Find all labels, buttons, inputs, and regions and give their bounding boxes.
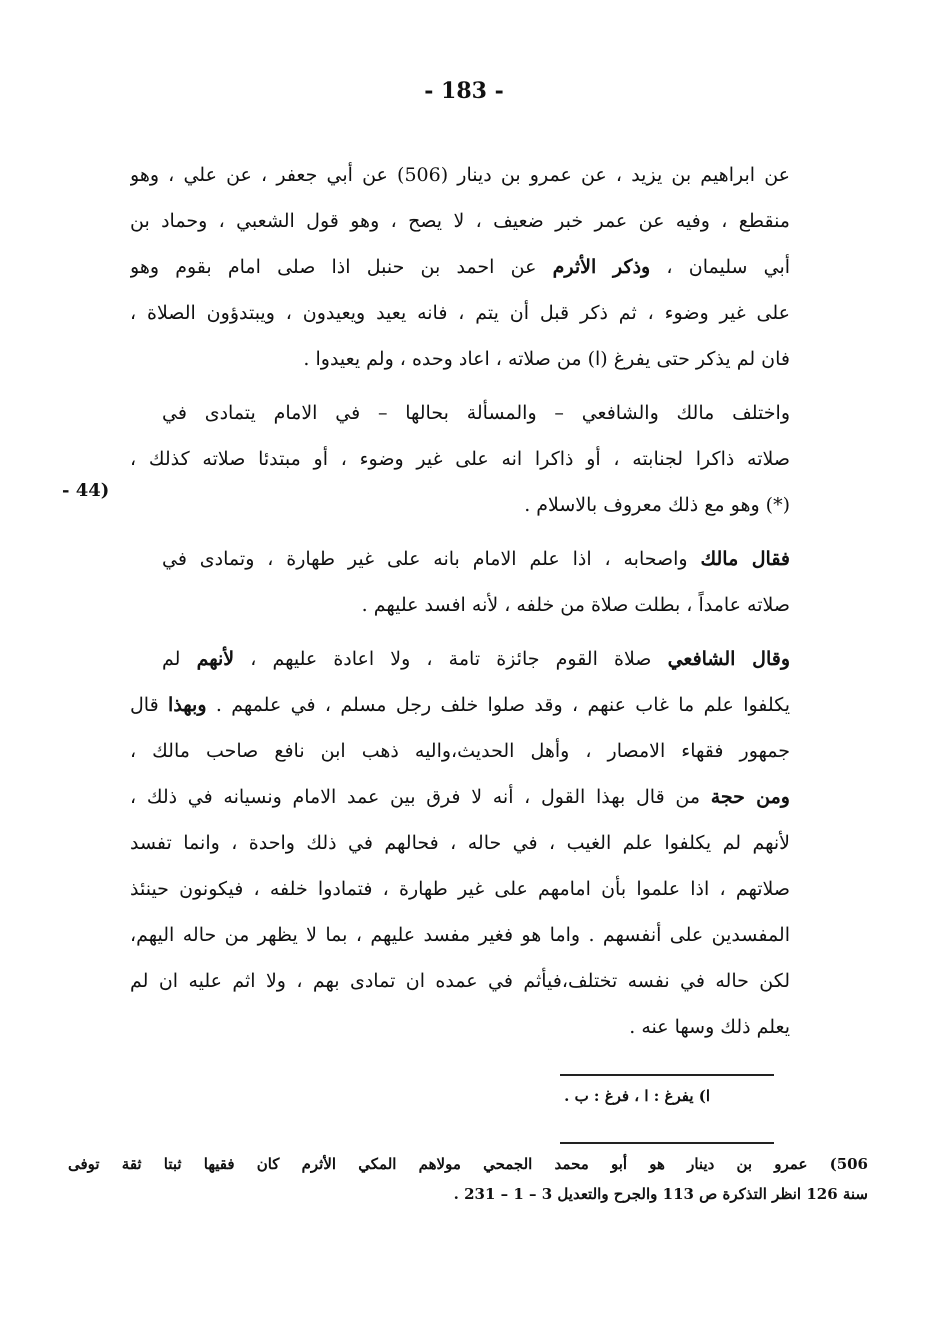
text-line — [162, 644, 790, 674]
footnote-rule — [560, 1074, 774, 1076]
text-line: على غير وضوء ، ثم ذكر قبل أن يتم ، فانه يعيد ويعيدون ، ويبتدؤون الصلاة ، — [130, 302, 790, 324]
text-segment: يكلفوا علم ما غاب عنهم ، وقد صلوا خلف رجل مسلم ، في علمهم . — [215, 694, 790, 716]
text-line — [130, 690, 790, 720]
footnote: سنة 126 انظر التذكرة ص 113 والجرح والتعديل 3 – 1 – 231 . — [453, 1185, 868, 1203]
text-segment: واصحابه ، اذا علم الامام بانه على غير طهارة ، وتمادى في — [162, 548, 688, 570]
bold-phrase: لأنهم — [196, 648, 235, 670]
bold-phrase: فقال مالك — [700, 548, 790, 570]
text-line — [130, 252, 790, 282]
text-line: صلاته عامداً ، بطلت صلاة من خلفه ، لأنه افسد عليهم . — [361, 594, 790, 616]
text-line: عن ابراهيم بن يزيد ، عن عمرو بن دينار (506) عن أبي جعفر ، عن علي ، وهو — [130, 164, 790, 186]
text-line: فان لم يذكر حتى يفرغ (ا) من صلاته ، اعاد وحده ، ولم يعيدوا . — [303, 348, 790, 370]
footnote: ا) يفرغ : ا ، فرغ : ب . — [564, 1087, 710, 1105]
text-segment: قال — [130, 694, 159, 716]
footnote-rule — [560, 1142, 774, 1144]
text-line: جمهور فقهاء الامصار ، وأهل الحديث،واليه ذهب ابن نافع صاحب مالك ، — [130, 740, 790, 762]
text-line: واختلف مالك والشافعي – والمسألة بحالها – في الامام يتمادى في — [162, 402, 790, 424]
text-line: لكن حاله في نفسه تختلف،فيأثم في عمده ان تمادى بهم ، ولا اثم عليه ان لم — [130, 970, 790, 992]
text-line: يعلم ذلك وسها عنه . — [629, 1016, 790, 1038]
text-line: صلاته ذاكرا لجنابته ، أو ذاكرا انه على غير وضوء ، أو مبتدئا صلاته كذلك ، — [130, 448, 790, 470]
text-segment: من قال بهذا القول ، أنه لا فرق بين عمد الامام ونسيانه في ذلك ، — [130, 786, 700, 808]
footnote: 506) عمرو بن دينار هو أبو محمد الجمحي مولاهم المكي الأثرم كان فقيها ثبتا ثقة توفى — [68, 1155, 868, 1173]
bold-phrase: وقال الشافعي — [667, 648, 790, 670]
text-segment: لم — [162, 648, 181, 670]
text-line: منقطع ، وفيه عن عمر خبر ضعيف ، لا يصح ، وهو قول الشعبي ، وحماد بن — [130, 210, 790, 232]
bold-phrase: وبهذا — [168, 694, 207, 716]
text-segment: أبي سليمان ، — [666, 256, 790, 278]
text-line — [162, 544, 790, 574]
bold-phrase: ومن حجة — [710, 786, 790, 808]
text-line: صلاتهم ، اذا علموا بأن امامهم على غير طهارة ، فتمادوا خلفه ، فيكونون حينئذ — [130, 878, 790, 900]
margin-marker: - 44) — [62, 480, 110, 501]
text-line — [130, 782, 790, 812]
text-line: لأنهم لم يكلفوا علم الغيب ، في حاله ، فحالهم في ذلك واحدة ، وانما تفسد — [130, 832, 790, 854]
bold-phrase: وذكر الأثرم — [552, 256, 651, 278]
text-segment: عن احمد بن حنبل اذا صلى امام بقوم وهو — [130, 256, 537, 278]
page-number: - 183 - — [424, 78, 504, 104]
text-segment: صلاة القوم جائزة تامة ، ولا اعادة عليهم ، — [250, 648, 652, 670]
text-line: المفسدين على أنفسهم . واما هو فغير مفسد عليهم ، بما لا يظهر من حاله اليهم، — [130, 924, 790, 946]
text-line: (*) وهو مع ذلك معروف بالاسلام . — [524, 494, 790, 516]
